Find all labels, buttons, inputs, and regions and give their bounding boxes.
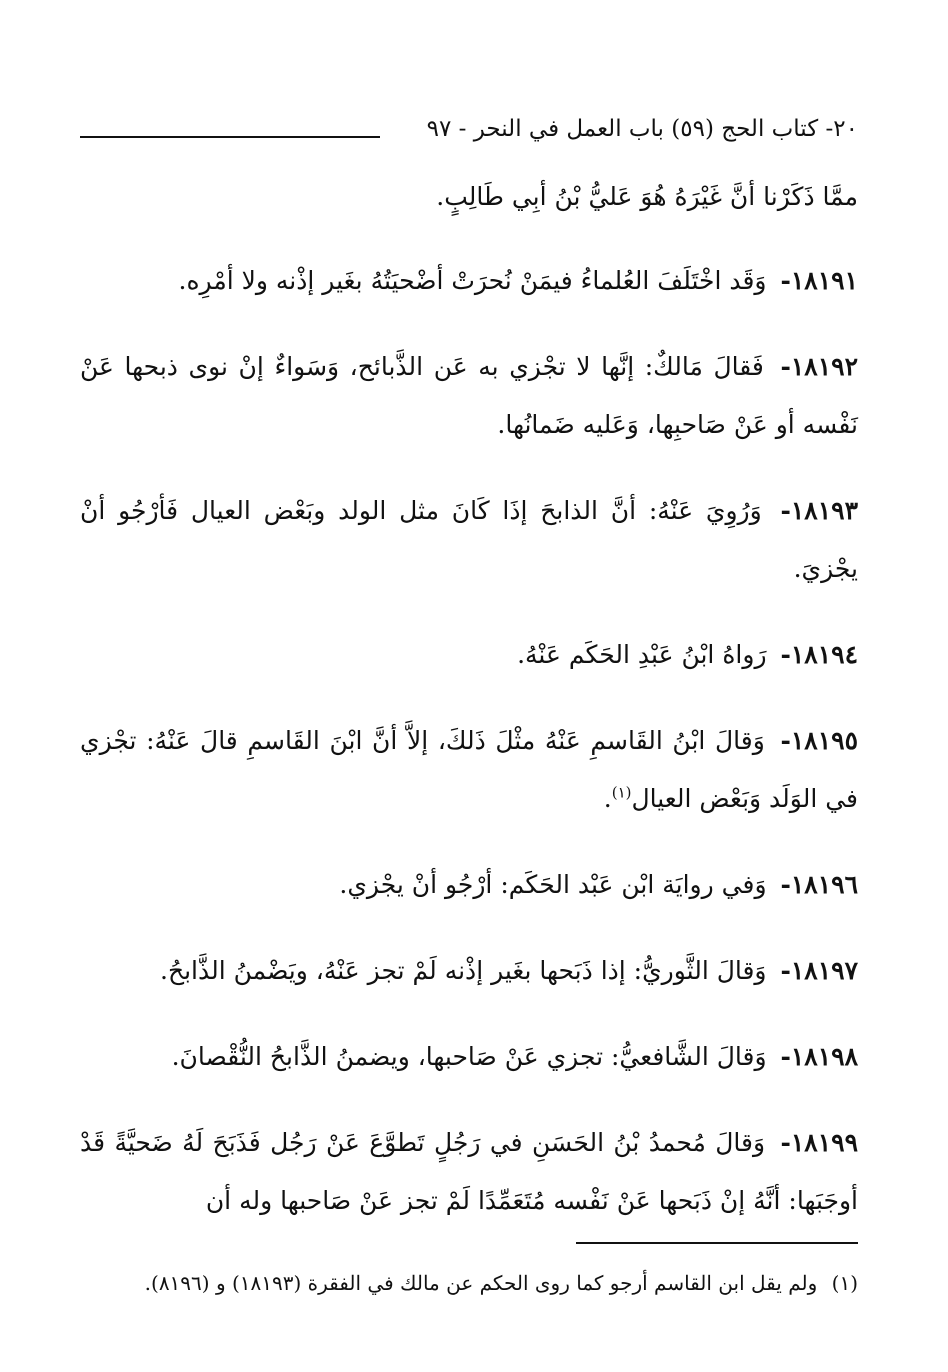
paragraph-text: وَقالَ مُحمدُ بْنُ الحَسَنِ في رَجُلٍ تَطوَّعَ عَنْ رَجُل فَذَبَحَ لَهُ ضَحيَّةً قَدْ أوجَبَها: أنَّهُ إنْ ذَبَحها عَنْ نَفْسه مُتَعَمِّدًا لَمْ تجز عَنْ صَاحبها وله أن xyxy=(80,1128,858,1215)
paragraph-number: ١٨١٩٣- xyxy=(780,496,859,525)
paragraph-18192 xyxy=(80,338,858,454)
paragraph-number: ١٨١٩٢- xyxy=(780,352,858,381)
paragraph-number: ١٨١٩٧- xyxy=(780,956,858,985)
paragraph-18193 xyxy=(80,482,858,598)
running-header xyxy=(80,114,858,148)
paragraph-number: ١٨١٩٤- xyxy=(780,640,858,669)
paragraph-18191 xyxy=(80,252,858,310)
paragraph-text: وَقالَ الشَّافعيُّ: تجزي عَنْ صَاحبها، ويضمنُ الذَّابحُ النُّقْصانَ. xyxy=(171,1042,767,1071)
paragraph-18198 xyxy=(80,1028,858,1086)
body-text xyxy=(80,168,858,1258)
paragraph-number: ١٨١٩٦- xyxy=(780,870,858,899)
paragraph-number: ١٨١٩٩- xyxy=(780,1128,858,1157)
paragraph-text: فَقالَ مَالكٌ: إنَّها لا تجْزي به عَن الذَّبائح، وَسَواءٌ إنْ نوى ذبحها عَنْ نَفْسه أو عَنْ صَاحبِها، وَعَليه ضَمانُها. xyxy=(80,352,858,439)
paragraph xyxy=(80,168,858,226)
paragraph-text: وَقَد اخْتَلَفَ العُلماءُ فيمَنْ نُحرَتْ أضْحيَتُهُ بغَير إذْنه ولا أمْرِه. xyxy=(178,266,767,295)
header-title: ٢٠- كتاب الحج (٥٩) باب العمل في النحر - ٩٧ xyxy=(426,116,858,142)
footnote-reference: (١) xyxy=(611,783,632,802)
paragraph-18199 xyxy=(80,1114,858,1230)
paragraph-number: ١٨١٩١- xyxy=(780,266,858,295)
paragraph-18196 xyxy=(80,856,858,914)
paragraph-text: ممَّا ذَكَرْنا أنَّ غَيْرَهُ هُوَ عَليُّ بْنُ أبِي طَالِبٍ. xyxy=(436,182,858,211)
paragraph-tail: . xyxy=(603,784,612,813)
paragraph-18195 xyxy=(80,712,858,828)
paragraph-text: وَفي روايَة ابْن عَبْد الحَكَم: أرْجُو أنْ يجْزي. xyxy=(339,870,767,899)
paragraph-18197 xyxy=(80,942,858,1000)
paragraph-number: ١٨١٩٥- xyxy=(780,726,859,755)
footnote-text: ولم يقل ابن القاسم أرجو كما روى الحكم عن مالك في الفقرة (١٨١٩٣) و (٨١٩٦). xyxy=(144,1271,818,1295)
paragraph-number: ١٨١٩٨- xyxy=(780,1042,858,1071)
paragraph-text: وَرُوِيَ عَنْهُ: أنَّ الذابحَ إذَا كَانَ مثل الولد وبَعْض العيال فَأرْجُو أنْ يجْزيَ. xyxy=(80,496,858,583)
header-rule xyxy=(80,136,380,138)
paragraph-18194 xyxy=(80,626,858,684)
paragraph-text: رَواهُ ابْنُ عَبْدِ الحَكَم عَنْهُ. xyxy=(517,640,767,669)
footnote-separator xyxy=(576,1242,858,1244)
footnote xyxy=(80,1268,858,1298)
paragraph-text: وَقالَ الثَّوريُّ: إذا ذَبَحها بغَير إذْنه لَمْ تجز عَنْهُ، ويَضْمنُ الذَّابحُ. xyxy=(160,956,767,985)
paragraph-text: وَقالَ ابْنُ القَاسمِ عَنْهُ مثْلَ ذَلكَ، إلاَّ أنَّ ابْنَ القَاسمِ قالَ عَنْهُ: تجْزي في الوَلَد وَبَعْض العيال xyxy=(80,726,858,813)
footnote-mark: (١) xyxy=(831,1271,858,1295)
